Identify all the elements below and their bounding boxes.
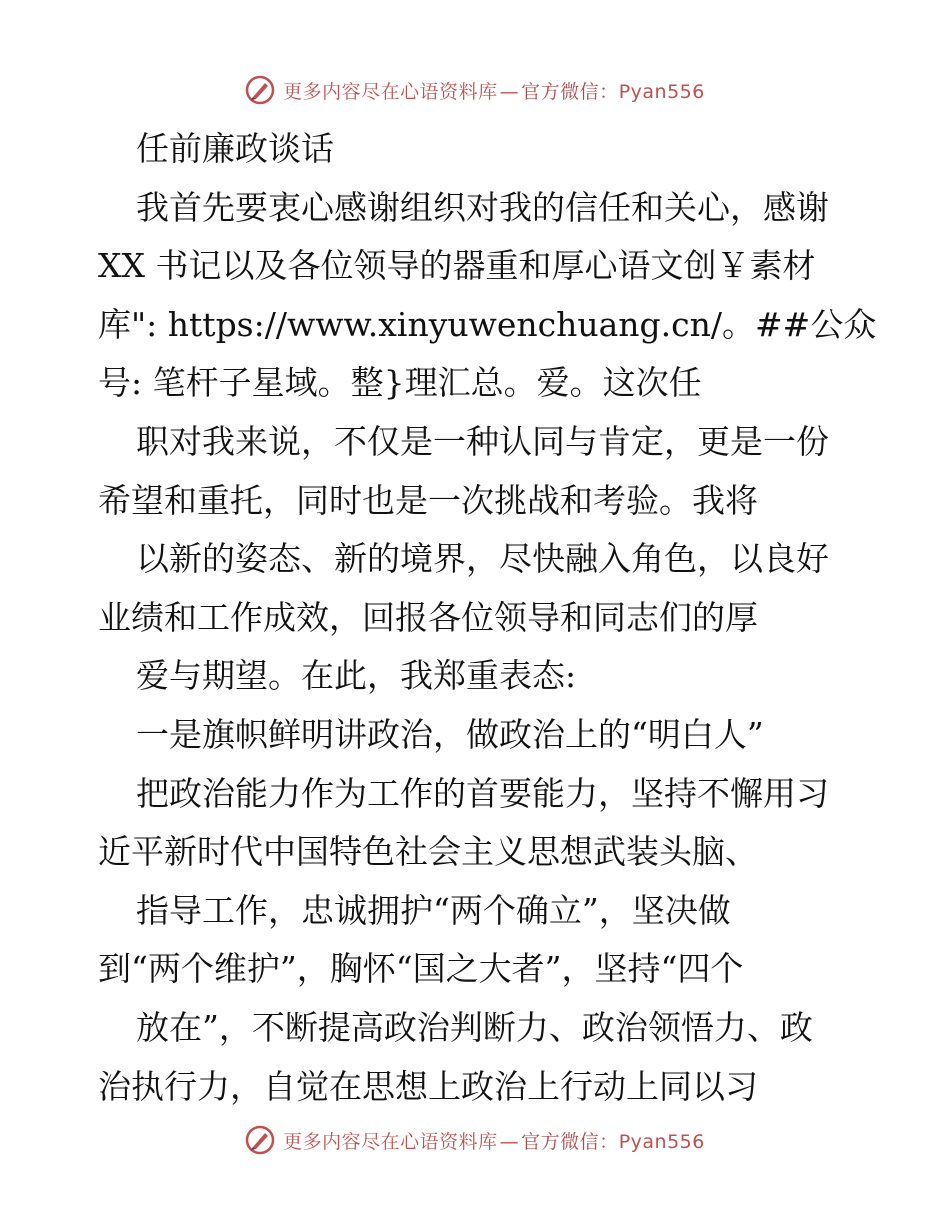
text-line: 以新的姿态、新的境界，尽快融入角色，以良好	[136, 539, 829, 579]
text-line: 近平新时代中国特色社会主义思想武装头脑、	[98, 832, 758, 872]
text-line: 职对我来说，不仅是一种认同与肯定，更是一份	[136, 422, 829, 461]
text-line: 一是旗帜鲜明讲政治，做政治上的“明白人”	[136, 715, 764, 754]
text-line: 业绩和工作成效，回报各位领导和同志们的厚	[98, 597, 758, 637]
text-line: XX 书记以及各位领导的器重和厚心语文创￥素材	[98, 246, 816, 286]
text-line: 把政治能力作为工作的首要能力，坚持不懈用习	[136, 773, 829, 813]
text-line: 指导工作，忠诚拥护“两个确立”，坚决做	[136, 890, 731, 930]
watermark-dash: —	[499, 80, 520, 103]
watermark-official: 官方微信：	[521, 80, 619, 103]
pen-logo-icon	[245, 75, 275, 105]
watermark-text	[283, 77, 705, 104]
text-line: 我首先要衷心感谢组织对我的信任和关心，感谢	[136, 187, 829, 227]
text-line: 库": https://www.xinyuwenchuang.cn/。##公众	[98, 304, 877, 344]
text-line: 爱与期望。在此，我郑重表态:	[136, 656, 577, 696]
watermark-main: 更多内容尽在心语资料库	[283, 80, 498, 103]
text-line: 号: 笔杆子星域。整}理汇总。爱。这次任	[98, 363, 702, 403]
footer-watermark	[0, 1120, 950, 1160]
watermark-dash: —	[499, 1130, 520, 1153]
pen-logo-icon	[245, 1125, 275, 1155]
header-watermark	[0, 70, 950, 110]
watermark-main: 更多内容尽在心语资料库	[283, 1130, 498, 1153]
watermark-text	[283, 1127, 705, 1154]
text-line: 到“两个维护”，胸怀“国之大者”，坚持“四个	[98, 949, 744, 989]
watermark-id: Pyan556	[618, 1130, 705, 1153]
text-line: 任前廉政谈话	[136, 129, 334, 168]
watermark-official: 官方微信：	[521, 1130, 619, 1153]
text-line: 治执行力，自觉在思想上政治上行动上同以习	[98, 1066, 758, 1106]
text-line: 希望和重托，同时也是一次挑战和考验。我将	[98, 480, 758, 520]
watermark-id: Pyan556	[618, 80, 705, 103]
text-line: 放在”，不断提高政治判断力、政治领悟力、政	[136, 1008, 813, 1047]
